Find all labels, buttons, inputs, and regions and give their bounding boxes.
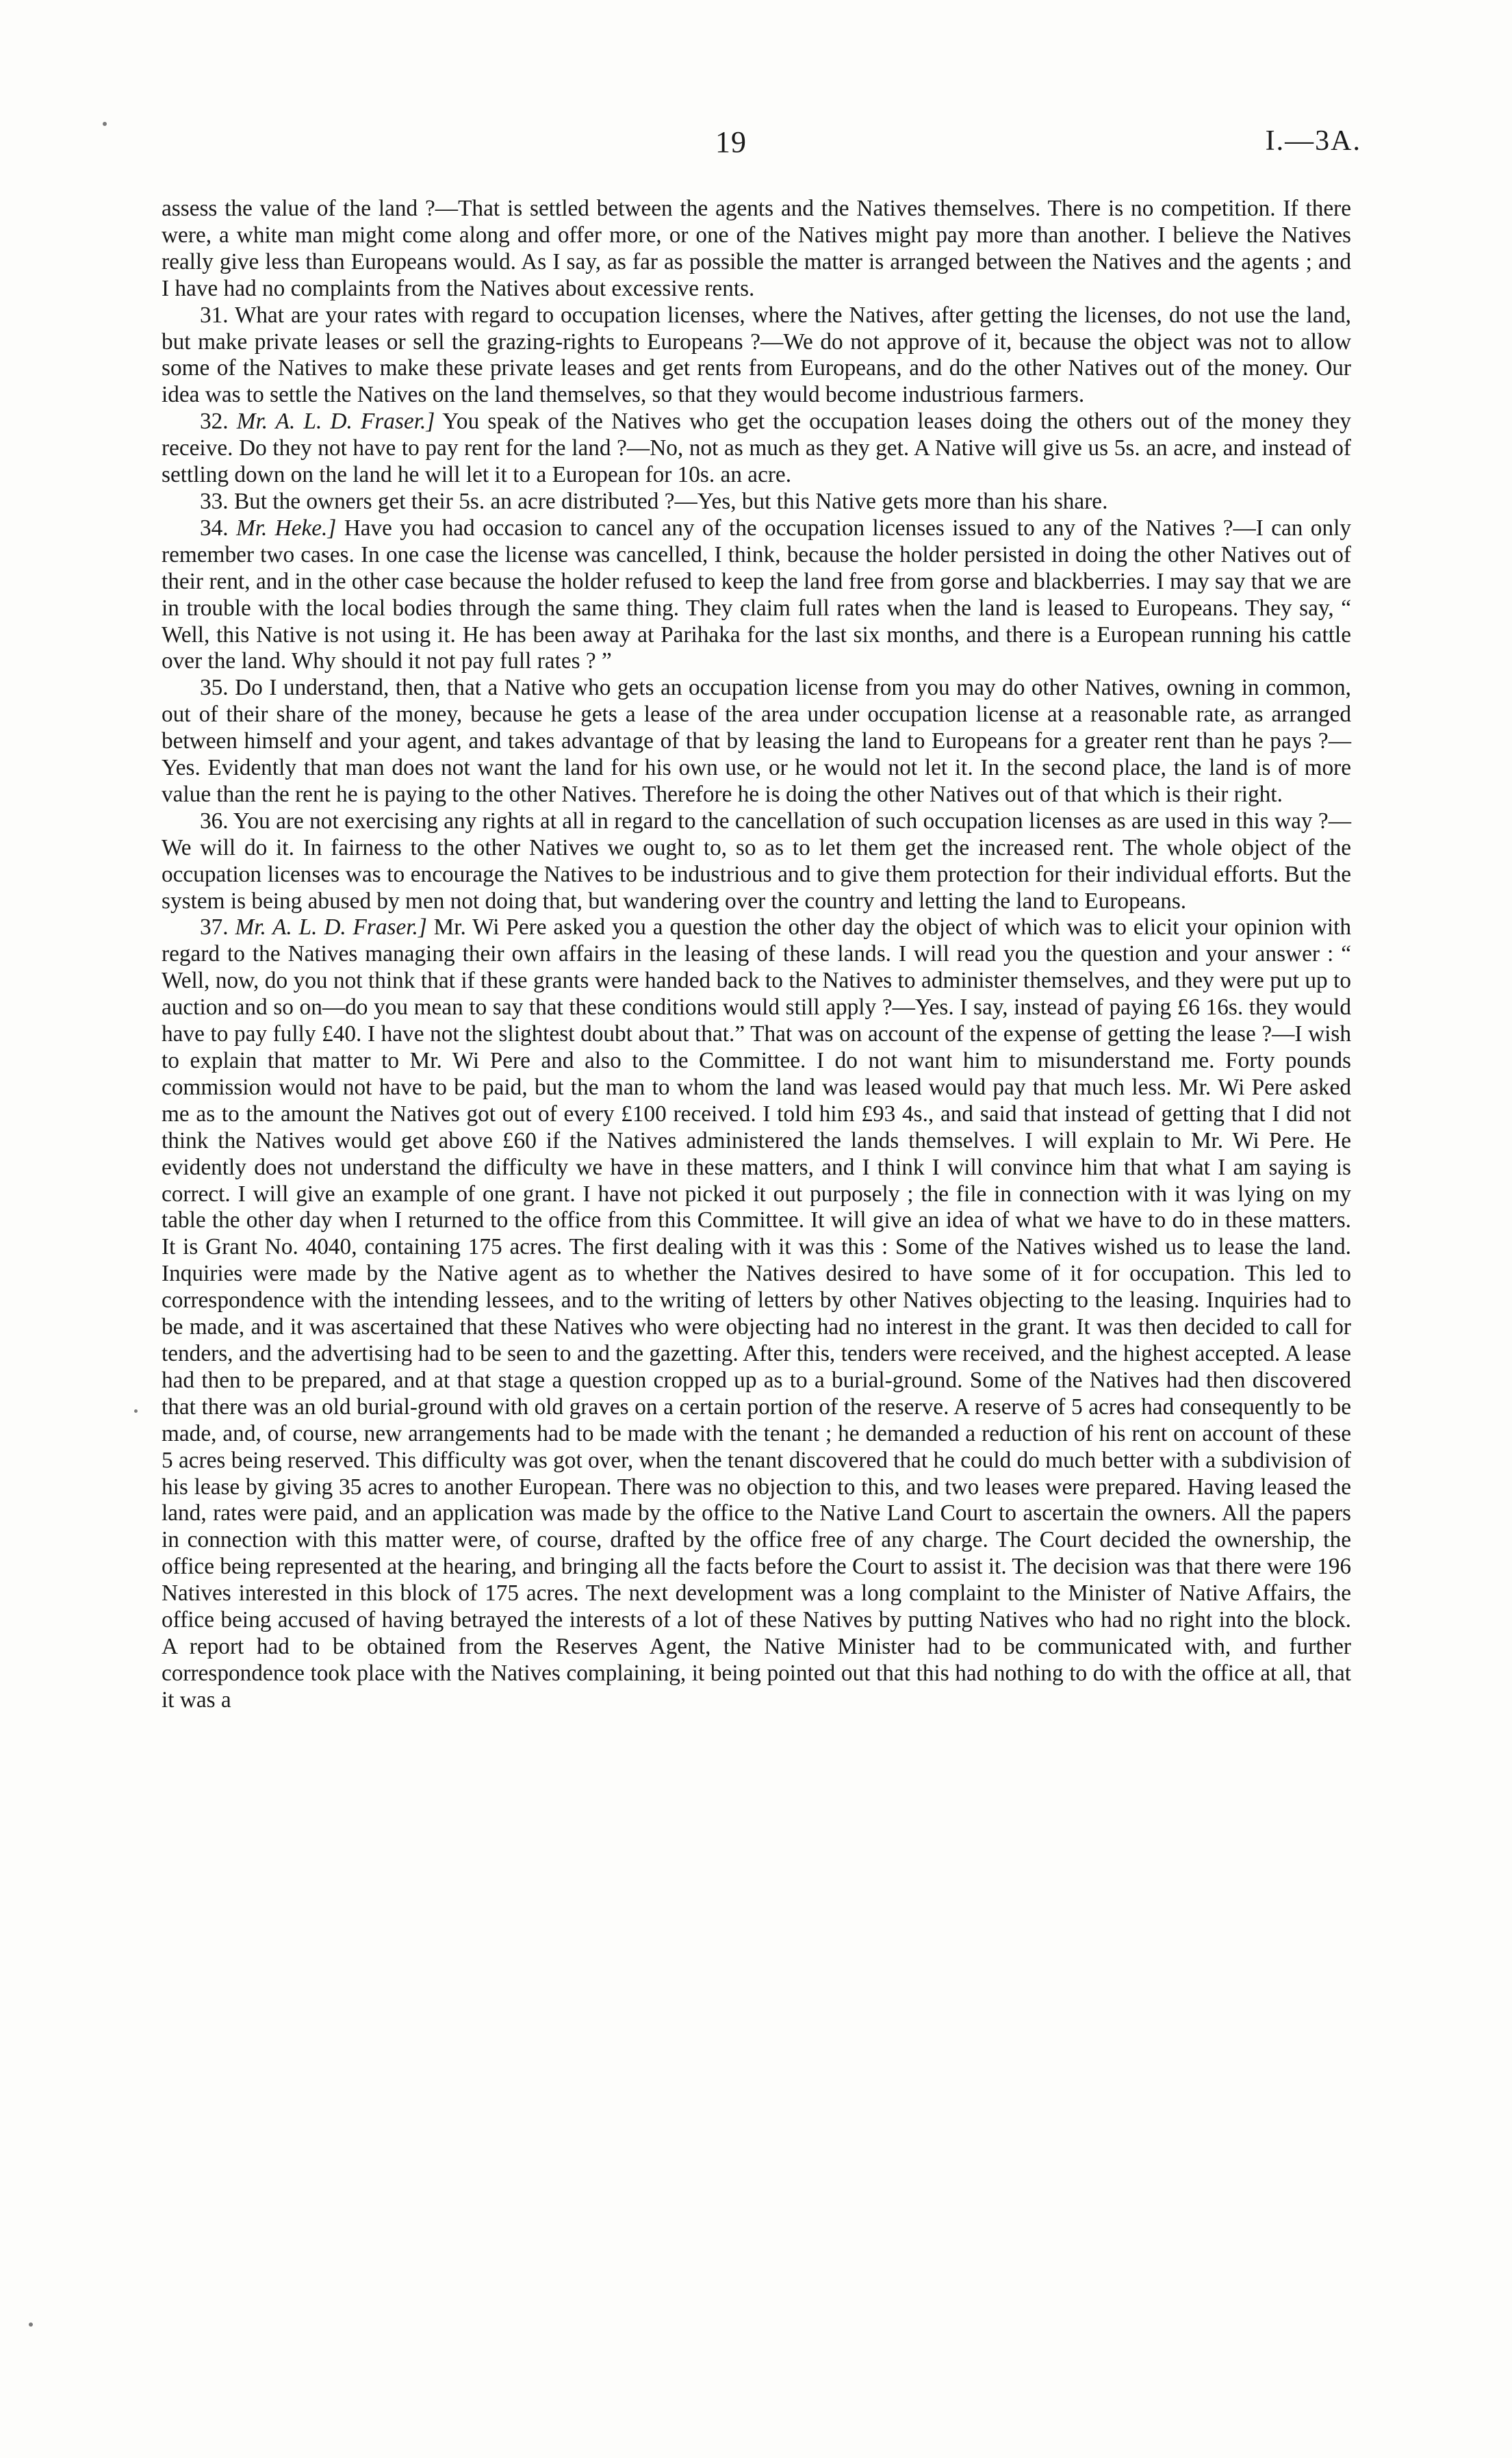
question-number: 34. — [200, 515, 229, 541]
question-number: 32. — [200, 409, 229, 435]
question-36 — [162, 808, 1351, 915]
paragraph-text: What are your rates with regard to occupation licenses, where the Natives, after getting the licenses, do not use the land, but make private leases or sell the grazing-rights to Europeans ?—We do not approve of it, because the object was not to allow some of the Natives to make these private leases and get rents from Europeans, and do the other Natives out of the money. Our idea was to settle the Natives on the land themselves, so that they would become industrious farmers. — [162, 302, 1351, 408]
question-37 — [162, 914, 1351, 1713]
question-number: 33. — [200, 488, 229, 514]
question-35 — [162, 675, 1351, 808]
speaker-name: Mr. A. L. D. Fraser.] — [236, 409, 435, 435]
scan-speck — [29, 2322, 33, 2327]
question-31 — [162, 303, 1351, 409]
page-header — [0, 125, 1512, 166]
speaker-name: Mr. A. L. D. Fraser.] — [235, 914, 427, 940]
question-33 — [162, 489, 1351, 515]
paragraph-text: Have you had occasion to cancel any of the occupation licenses issued to any of the Natives ?—I can only remember two cases. In one case the license was cancelled, I think, because the holder persisted in doing the other Natives out of their rent, and in the other case because the holder refused to keep the land free from gorse and blackberries. I may say that we are in trouble with the local bodies through the same thing. They claim full rates when the land is leased to Europeans. They say, “ Well, this Native is not using it. He has been away at Parihaka for the last six months, and there is a European running his cattle over the land. Why should it not pay full rates ? ” — [162, 515, 1351, 674]
paragraph-text: But the owners get their 5s. an acre distributed ?—Yes, but this Native gets more than his share. — [233, 488, 1108, 514]
testimony-body — [162, 196, 1351, 1714]
question-number: 31. — [200, 302, 229, 328]
paragraph-text: Mr. Wi Pere asked you a question the other day the object of which was to elicit your opinion with regard to the Natives managing their own affairs in the leasing of these lands. I will read you the question and your answer : “ Well, now, do you not think that if these grants were handed back to the Natives to administer themselves, and they were put up to auction and so on—do you mean to say that these conditions would still apply ?—Yes. I say, instead of paying £6 16s. they would have to pay fully £40. I have not the slightest doubt about that.” That was on account of the expense of getting the lease ?—I wish to explain that matter to Mr. Wi Pere and also to the Committee. I do not want him to misunderstand me. Forty pounds commission would not have to be paid, but the man to whom the land was leased would pay that much less. Mr. Wi Pere asked me as to the amount the Natives got out of every £100 received. I told him £93 4s., and said that instead of getting that I did not think the Natives would get above £60 if the Natives administered the lands themselves. I will explain to Mr. Wi Pere. He evidently does not understand the difficulty we have in these matters, and I think I will convince him that what I am saying is correct. I will give an example of one grant. I have not picked it out purposely ; the file in connection with it was lying on my table the other day when I returned to the office from this Committee. It will give an idea of what we have to do in these matters. It is Grant No. 4040, containing 175 acres. The first dealing with it was this : Some of the Natives wished us to lease the land. Inquiries were made by the Native agent as to whether the Natives desired to have some of it for occupation. This led to correspondence with the intending lessees, and to the writing of letters by other Natives objecting to the leasing. Inquiries had to be made, and it was ascertained that these Natives who were objecting had no interest in the grant. It was then decided to call for tenders, and the advertising had to be seen to and the gazetting. After this, tenders were received, and the highest accepted. A lease had then to be prepared, and at that stage a question cropped up as to a burial-ground. Some of the Natives had then discovered that there was an old burial-ground with old graves on a certain portion of the reserve. A reserve of 5 acres had consequently to be made, and, of course, new arrangements had to be made with the tenant ; he demanded a reduction of his rent on account of these 5 acres being reserved. This difficulty was got over, when the tenant discovered that he could do much better with a subdivision of his lease by giving 35 acres to another European. There was no objection to this, and two leases were prepared. Having leased the land, rates were paid, and an application was made by the office to the Native Land Court to ascertain the owners. All the papers in connection with this matter were, of course, drafted by the office free of any charge. The Court decided the ownership, the office being represented at the hearing, and bringing all the facts before the Court to assist it. The decision was that there were 196 Natives interested in this block of 175 acres. The next development was a long complaint to the Minister of Native Affairs, the office being accused of having betrayed the interests of a lot of these Natives by putting Natives who had no right into the block. A report had to be obtained from the Reserves Agent, the Native Minister had to be communicated with, and further correspondence took place with the Natives complaining, it being pointed out that this had nothing to do with the office at all, that it was a — [162, 914, 1352, 1713]
scan-speck — [134, 1409, 138, 1413]
speaker-name: Mr. Heke.] — [235, 515, 337, 541]
page-number: 19 — [715, 125, 747, 159]
question-32 — [162, 409, 1351, 489]
paragraph-text: Do I understand, then, that a Native who gets an occupation license from you may do other Natives, owning in common, out of their share of the money, because he gets a lease of the area under occupation license at a reasonable rate, as arranged between himself and your agent, and takes advantage of that by leasing the land to Europeans for a greater rent than he pays ?—Yes. Evidently that man does not want the land for his own use, or he would not let it. In the second place, the land is of more value than the rent he is paying to the other Natives. Therefore he is doing the other Natives out of that which is their right. — [162, 675, 1351, 807]
question-number: 35. — [200, 675, 229, 701]
paragraph-text: assess the value of the land ?—That is settled between the agents and the Natives themselves. There is no competition. If there were, a white man might come along and offer more, or one of the Natives might pay more than another. I believe the Natives really give less than Europeans would. As I say, as far as possible the matter is arranged between the Natives and the agents ; and I have had no complaints from the Natives about excessive rents. — [162, 196, 1351, 301]
paragraph-text: You speak of the Natives who get the occupation leases doing the others out of the money they receive. Do they not have to pay rent for the land ?—No, not as much as they get. A Native will give us 5s. an acre, and instead of settling down on the land he will let it to a European for 10s. an acre. — [162, 409, 1351, 488]
question-number: 37. — [200, 914, 229, 940]
question-number: 36. — [200, 808, 229, 834]
question-34 — [162, 515, 1351, 675]
paragraph-continuation — [162, 196, 1351, 303]
paragraph-text: You are not exercising any rights at all in regard to the cancellation of such occupation licenses as are used in this way ?—We will do it. In fairness to the other Natives we ought to, so as to let them get the increased rent. The whole object of the occupation licenses was to encourage the Natives to be industrious and to give them protection for their individual efforts. But the system is being abused by men not doing that, but wandering over the country and letting the land to Europeans. — [162, 808, 1352, 914]
document-reference: I.—3A. — [1265, 125, 1361, 157]
